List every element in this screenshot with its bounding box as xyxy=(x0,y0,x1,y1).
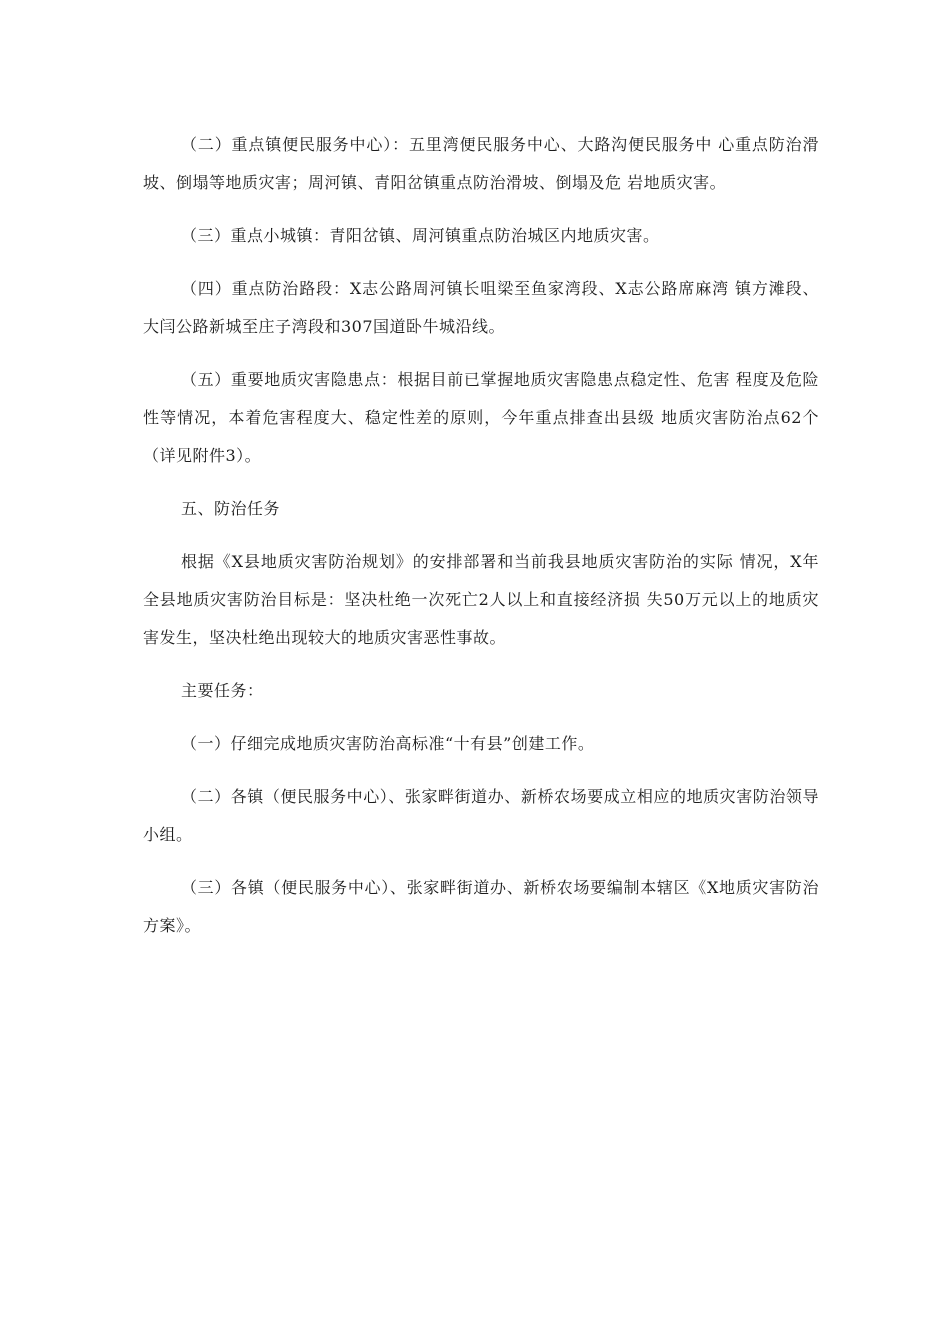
paragraph-key-road-sections: （四）重点防治路段：X志公路周河镇长咀梁至鱼家湾段、X志公路席麻湾 镇方滩段、大闫公路新城至庄子湾段和307国道卧牛城沿线。 xyxy=(143,279,819,336)
paragraph-key-small-towns: （三）重点小城镇：青阳岔镇、周河镇重点防治城区内地质灾害。 xyxy=(181,226,660,245)
paragraph-key-towns: （二）重点镇便民服务中心）：五里湾便民服务中心、大路沟便民服务中 心重点防治滑坡、倒塌等地质灾害；周河镇、青阳岔镇重点防治滑坡、倒塌及危 岩地质灾害。 xyxy=(143,135,819,192)
paragraph-task-1: （一）仔细完成地质灾害防治高标准“十有县”创建工作。 xyxy=(181,734,595,753)
paragraph-task-3: （三）各镇（便民服务中心）、张家畔街道办、新桥农场要编制本辖区《X地质灾害防治方案》。 xyxy=(143,878,819,935)
document-body xyxy=(143,126,819,960)
section-heading-prevention-tasks: 五、防治任务 xyxy=(181,499,281,518)
paragraph-task-2: （二）各镇（便民服务中心）、张家畔街道办、新桥农场要成立相应的地质灾害防治领导小组。 xyxy=(143,787,819,844)
paragraph-prevention-goal: 根据《X县地质灾害防治规划》的安排部署和当前我县地质灾害防治的实际 情况，X年全县地质灾害防治目标是：坚决杜绝一次死亡2人以上和直接经济损 失50万元以上的地质灾害发生，坚决杜绝出现较大的地质灾害恶性事故。 xyxy=(143,552,819,647)
paragraph-hazard-points: （五）重要地质灾害隐患点：根据目前已掌握地质灾害隐患点稳定性、危害 程度及危险性等情况，本着危害程度大、稳定性差的原则，今年重点排查出县级 地质灾害防治点62个（详见附件3）。 xyxy=(143,370,819,465)
paragraph-main-tasks-label: 主要任务： xyxy=(181,681,264,700)
